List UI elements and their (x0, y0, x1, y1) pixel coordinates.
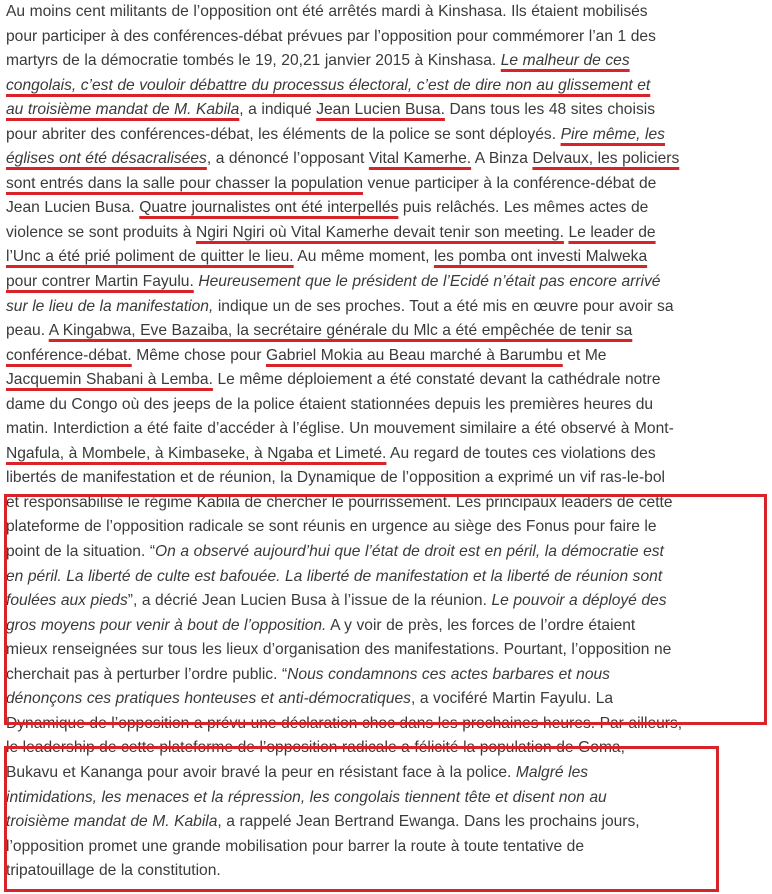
text-line (6, 712, 766, 737)
text-line (6, 147, 766, 172)
underlined-phrase: Jean Lucien Busa. (316, 101, 445, 119)
underlined-phrase: sont entrés dans la salle pour chasser la population (6, 174, 364, 192)
text-line (6, 344, 766, 369)
text-segment: A Binza (471, 150, 533, 168)
text-line (6, 663, 766, 688)
italic-quote: intimidations, les menaces et la répression, les congolais tiennent tête et disent non au (6, 788, 607, 806)
text-line (6, 196, 766, 221)
italic-quote: gros moyens pour venir à bout de l’opposition. (6, 616, 327, 634)
italic-quote: foulées aux pieds (6, 592, 128, 610)
text-segment: dame du Congo où des jeeps de la police étaient stationnées depuis les premières heures du (6, 395, 654, 413)
text-line (6, 295, 766, 320)
text-line (6, 638, 766, 663)
underlined-phrase: conférence-débat. (6, 346, 132, 364)
text-segment: plateforme de l’opposition radicale se sont réunis en urgence au siège des Fonus pour faire le (6, 518, 657, 536)
text-line (6, 319, 766, 344)
text-segment: Même chose pour (131, 346, 266, 364)
italic-quote: Le pouvoir a déployé des (491, 592, 667, 610)
text-segment: , a dénoncé l’opposant (206, 150, 369, 168)
text-segment: Le même déploiement a été constaté devant la cathédrale notre (212, 371, 661, 389)
underlined-phrase: Quatre journalistes ont été interpellés (139, 199, 399, 217)
underlined-phrase: les pomba ont investi Malweka (433, 248, 648, 266)
text-segment: Au même moment, (293, 248, 434, 266)
text-line (6, 835, 766, 860)
underlined-phrase: pour contrer Martin Fayulu. (6, 273, 194, 291)
underlined-phrase: Delvaux, les policiers (532, 150, 680, 168)
text-line (6, 74, 766, 99)
text-line (6, 810, 766, 835)
text-line (6, 687, 766, 712)
text-segment: , a indiqué (239, 101, 317, 119)
text-line (6, 736, 766, 761)
italic-quote: Malgré les (515, 763, 589, 781)
italic-quote: Heureusement que le président de l’Ecidé n’était pas encore arrivé (198, 273, 661, 291)
underlined-phrase: l’Unc a été prié poliment de quitter le lieu. (6, 248, 294, 266)
text-segment: Dynamique de l’opposition a prévu une déclaration choc dans les prochaines heures. Par ailleurs, (6, 714, 683, 732)
text-line (6, 245, 766, 270)
italic-quote: On a observé aujourd’hui que l’état de droit est en péril, la démocratie est (155, 543, 664, 561)
text-segment: violence se sont produits à (6, 223, 196, 241)
text-line (6, 368, 766, 393)
text-segment: Au regard de toutes ces violations des (386, 444, 656, 462)
text-segment: martyrs de la démocratie tombés le 19, 20,21 janvier 2015 à Kinshasa. (6, 52, 501, 70)
text-segment: mieux renseignées sur tous les lieux d’organisation des manifestations. Pourtant, l’opposition ne (6, 641, 672, 659)
italic-quote: sur le lieu de la manifestation, (6, 297, 214, 315)
text-line (6, 0, 766, 25)
underlined-phrase: Vital Kamerhe. (368, 150, 472, 168)
text-line (6, 221, 766, 246)
text-line (6, 466, 766, 491)
text-line (6, 270, 766, 295)
text-line (6, 417, 766, 442)
text-line (6, 565, 766, 590)
underlined-phrase: Le malheur de ces (500, 52, 630, 70)
text-segment: Au moins cent militants de l’opposition ont été arrêtés mardi à Kinshasa. Ils étaient mobilisés (6, 3, 648, 20)
italic-quote: troisième mandat de M. Kabila (6, 813, 218, 831)
text-line (6, 859, 766, 884)
article-body (6, 0, 766, 884)
text-line (6, 614, 766, 639)
text-line (6, 98, 766, 123)
text-line (6, 393, 766, 418)
text-segment: et Me (562, 346, 607, 364)
text-line (6, 49, 766, 74)
underlined-phrase: A Kingabwa, Eve Bazaiba, la secrétaire générale du Mlc a été empêchée de tenir sa (48, 322, 633, 340)
text-line (6, 172, 766, 197)
text-line (6, 540, 766, 565)
text-line (6, 123, 766, 148)
text-segment: A y voir de près, les forces de l’ordre étaient (326, 616, 636, 634)
text-line (6, 491, 766, 516)
text-line (6, 442, 766, 467)
underlined-phrase: Pire même, les (560, 125, 665, 143)
text-segment: matin. Interdiction a été faite d’accéder à l’église. Un mouvement similaire a été observé à Mont- (6, 420, 674, 438)
text-segment: puis relâchés. Les mêmes actes de (398, 199, 649, 217)
text-segment: indique un de ses proches. Tout a été mis en œuvre pour avoir sa (213, 297, 674, 315)
underlined-phrase: congolais, c’est de vouloir débattre du processus électoral, c’est de dire non au glissement et (6, 76, 651, 94)
text-segment: Jean Lucien Busa. (6, 199, 140, 217)
text-line (6, 786, 766, 811)
text-segment: libertés de manifestation et de réunion, la Dynamique de l’opposition a exprimé un vif ras-le-bol (6, 469, 665, 487)
italic-quote: dénonçons ces pratiques honteuses et anti-démocratiques (6, 690, 411, 708)
text-segment: et responsabilisé le régime Kabila de chercher le pourrissement. Les principaux leaders de cette (6, 493, 673, 511)
underlined-phrase: au troisième mandat de M. Kabila (6, 101, 240, 119)
text-segment: Bukavu et Kananga pour avoir bravé la peur en résistant face à la police. (6, 763, 516, 781)
italic-quote: Nous condamnons ces actes barbares et nous (287, 665, 610, 683)
underlined-phrase: Le leader de (568, 223, 656, 241)
text-segment: peau. (6, 322, 49, 340)
text-line (6, 761, 766, 786)
text-segment: cherchait pas à perturber l’ordre public. “ (6, 665, 288, 683)
text-segment: le leadership de cette plateforme de l’opposition radicale a félicité la population de Goma, (6, 739, 625, 757)
text-line (6, 515, 766, 540)
text-line (6, 589, 766, 614)
underlined-phrase: Gabriel Mokia au Beau marché à Barumbu (265, 346, 563, 364)
text-segment: l’opposition promet une grande mobilisation pour barrer la route à toute tentative de (6, 837, 584, 855)
text-segment: pour participer à des conférences-débat prévues par l’opposition pour commémorer l’an 1 des (6, 27, 656, 45)
text-segment: pour abriter des conférences-débat, les éléments de la police se sont déployés. (6, 125, 561, 143)
italic-quote: en péril. La liberté de culte est bafouée. La liberté de manifestation et la liberté de réunion sont (6, 567, 663, 585)
text-segment: , a vociféré Martin Fayulu. La (410, 690, 614, 708)
text-segment: tripatouillage de la constitution. (6, 862, 221, 880)
underlined-phrase: Ngafula, à Mombele, à Kimbaseke, à Ngaba et Limeté. (6, 444, 387, 462)
text-segment: , a rappelé Jean Bertrand Ewanga. Dans les prochains jours, (217, 813, 640, 831)
text-segment: Dans tous les 48 sites choisis (444, 101, 656, 119)
underlined-phrase: églises ont été désacralisées (6, 150, 207, 168)
text-segment: venue participer à la conférence-débat de (363, 174, 657, 192)
text-segment: point de la situation. “ (6, 543, 156, 561)
text-segment: ”, a décrié Jean Lucien Busa à l’issue de la réunion. (127, 592, 492, 610)
text-line (6, 25, 766, 50)
underlined-phrase: Jacquemin Shabani à Lemba. (6, 371, 213, 389)
underlined-phrase: Ngiri Ngiri où Vital Kamerhe devait tenir son meeting. (195, 223, 564, 241)
